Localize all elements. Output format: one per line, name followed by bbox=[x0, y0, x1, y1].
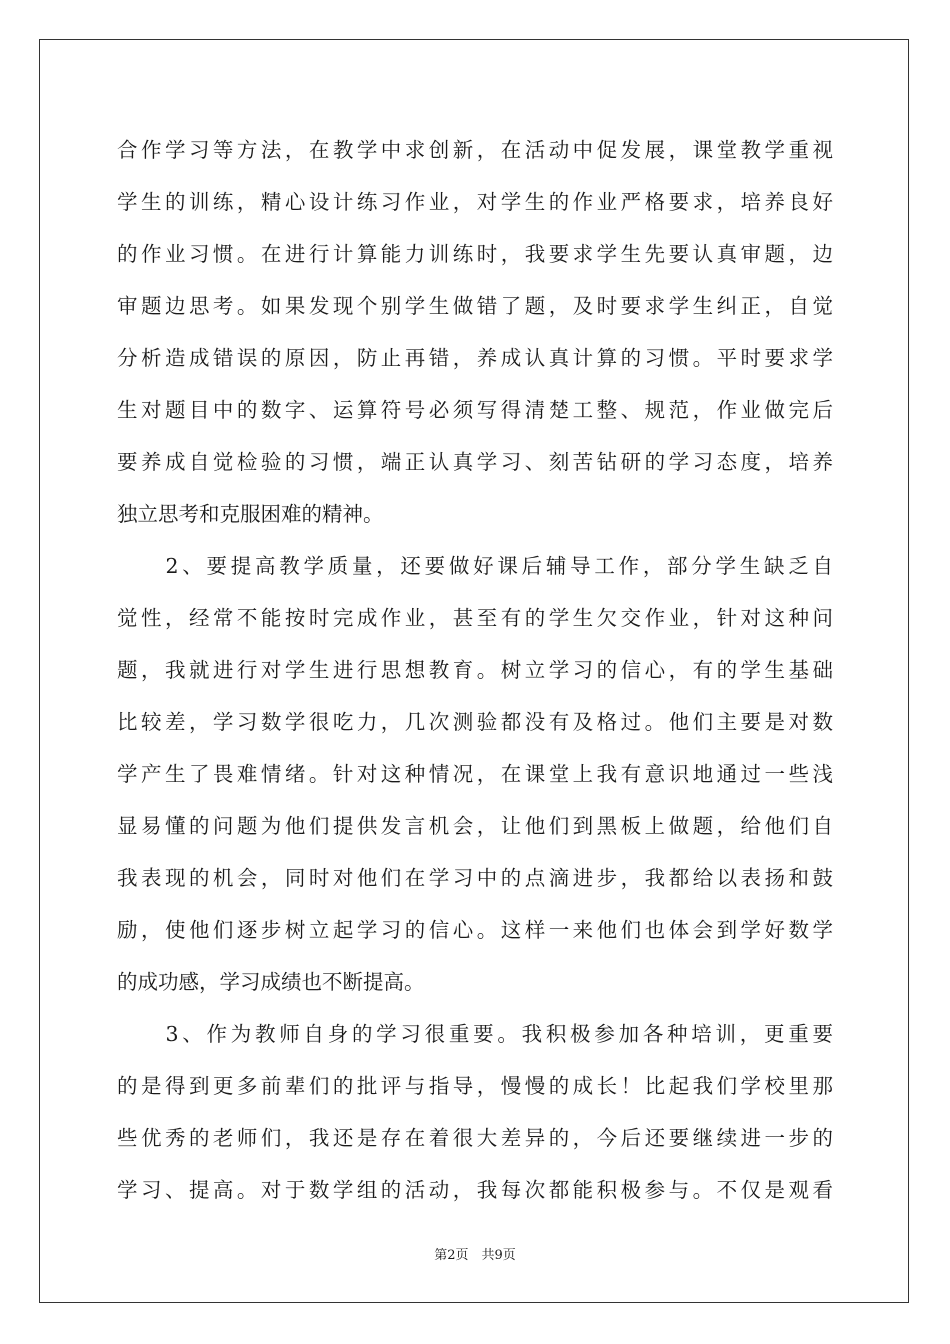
text-line: 的成功感，学习成绩也不断提高。 bbox=[117, 970, 425, 994]
text-line: 的是得到更多前辈们的批评与指导，慢慢的成长！比起我们学校里那 bbox=[117, 1074, 833, 1098]
page-footer bbox=[0, 1244, 950, 1263]
text-line: 我表现的机会，同时对他们在学习中的点滴进步，我都给以表扬和鼓 bbox=[117, 866, 833, 890]
document-body bbox=[117, 124, 833, 1216]
text-line: 励，使他们逐步树立起学习的信心。这样一来他们也体会到学好数学 bbox=[117, 918, 833, 942]
text-line: 3、作为教师自身的学习很重要。我积极参加各种培训，更重要 bbox=[117, 1022, 833, 1046]
text-line: 觉性，经常不能按时完成作业，甚至有的学生欠交作业，针对这种问 bbox=[117, 606, 833, 630]
text-line: 审题边思考。如果发现个别学生做错了题，及时要求学生纠正，自觉 bbox=[117, 294, 833, 318]
text-line: 独立思考和克服困难的精神。 bbox=[117, 502, 384, 526]
text-line: 生对题目中的数字、运算符号必须写得清楚工整、规范，作业做完后 bbox=[117, 398, 833, 422]
text-line: 学产生了畏难情绪。针对这种情况，在课堂上我有意识地通过一些浅 bbox=[117, 762, 833, 786]
text-line: 学习、提高。对于数学组的活动，我每次都能积极参与。不仅是观看 bbox=[117, 1178, 833, 1202]
text-line: 要养成自觉检验的习惯，端正认真学习、刻苦钻研的学习态度，培养 bbox=[117, 450, 833, 474]
text-line: 些优秀的老师们，我还是存在着很大差异的，今后还要继续进一步的 bbox=[117, 1126, 833, 1150]
text-line: 显易懂的问题为他们提供发言机会，让他们到黑板上做题，给他们自 bbox=[117, 814, 833, 838]
text-line: 2、要提高教学质量，还要做好课后辅导工作，部分学生缺乏自 bbox=[117, 554, 833, 578]
text-line: 题，我就进行对学生进行思想教育。树立学习的信心，有的学生基础 bbox=[117, 658, 833, 682]
text-line: 比较差，学习数学很吃力，几次测验都没有及格过。他们主要是对数 bbox=[117, 710, 833, 734]
text-line: 学生的训练，精心设计练习作业，对学生的作业严格要求，培养良好 bbox=[117, 190, 833, 214]
text-line: 分析造成错误的原因，防止再错，养成认真计算的习惯。平时要求学 bbox=[117, 346, 833, 370]
page-number: 第2页 共9页 bbox=[434, 1248, 516, 1263]
text-line: 的作业习惯。在进行计算能力训练时，我要求学生先要认真审题，边 bbox=[117, 242, 833, 266]
text-line: 合作学习等方法，在教学中求创新，在活动中促发展，课堂教学重视 bbox=[117, 138, 833, 162]
